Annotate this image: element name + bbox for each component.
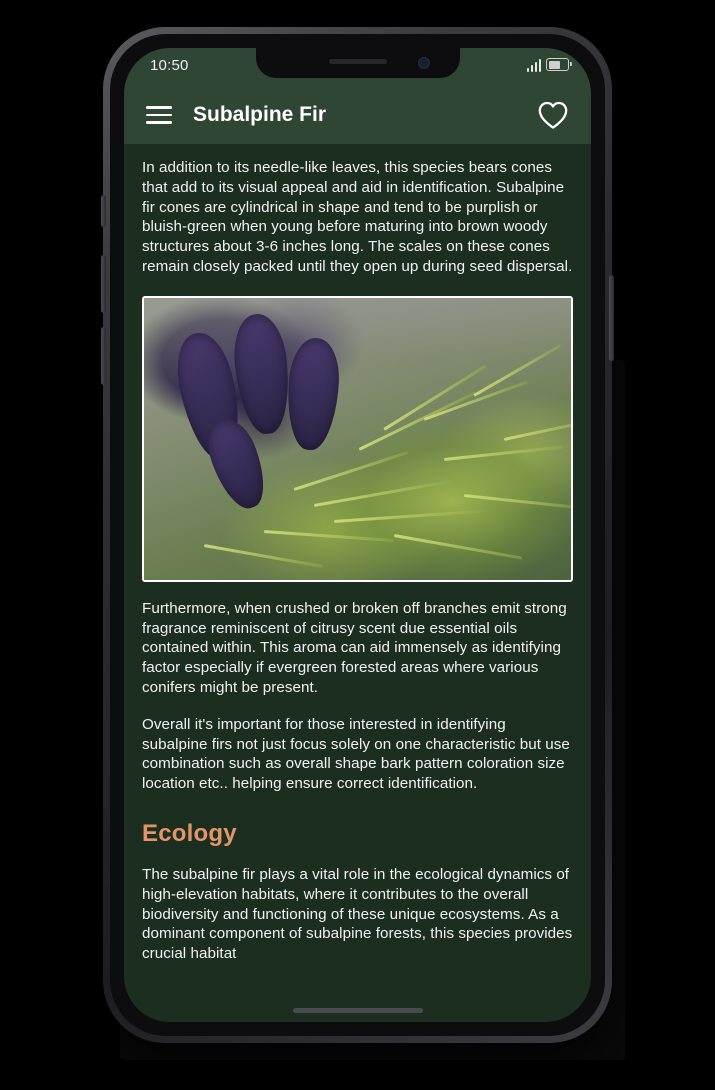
article-content[interactable] (124, 144, 591, 1022)
phone-bezel (124, 48, 591, 1022)
paragraph-ecology: The subalpine fir plays a vital role in the ecological dynamics of high-elevation habitats, where it contributes to the overall biodiversity and functioning of these unique ecosystems. As a dominant component of subalpine forests, this species provides crucial habitat (142, 865, 573, 963)
paragraph-cones: In addition to its needle-like leaves, this species bears cones that add to its visual appeal and aid in identification. Subalpine fir cones are cylindrical in shape and tend to be purplish or bluish-green when young before maturing into brown woody structures about 3-6 inches long. The scales on these cones remain closely packed until they open up during seed dispersal. (142, 159, 573, 275)
phone-screen (124, 48, 591, 1022)
phone-frame (103, 27, 612, 1043)
phone-inner-frame (110, 34, 605, 1036)
volume-up-button[interactable] (101, 255, 106, 313)
section-heading-ecology: Ecology (142, 819, 237, 847)
status-indicators (527, 58, 570, 72)
status-time: 10:50 (150, 57, 189, 74)
paragraph-fragrance: Furthermore, when crushed or broken off branches emit strong fragrance reminiscent of citrusy scent due essential oils contained within. This aroma can aid immensely as identifying factor especially if evergreen forested areas where various conifers might be present. (142, 599, 567, 696)
paragraph-identification: Overall it's important for those interested in identifying subalpine firs not just focus solely on one characteristic but use combination such as overall shape bark pattern coloration size location etc.. helping ensure correct identification. (142, 715, 570, 793)
mute-switch[interactable] (101, 195, 106, 227)
subalpine-fir-cones-photo (142, 296, 573, 582)
earpiece-speaker (329, 59, 387, 64)
notch (256, 48, 460, 78)
app-bar (124, 86, 591, 144)
home-indicator[interactable] (293, 1008, 423, 1013)
front-camera-icon (418, 57, 430, 69)
battery-icon (546, 58, 569, 71)
page-title: Subalpine Fir (193, 103, 327, 126)
volume-down-button[interactable] (101, 327, 106, 385)
heart-outline-icon[interactable] (537, 100, 569, 130)
hamburger-menu-icon[interactable] (146, 106, 172, 124)
power-button[interactable] (609, 275, 614, 361)
signal-bars-icon (527, 59, 542, 72)
